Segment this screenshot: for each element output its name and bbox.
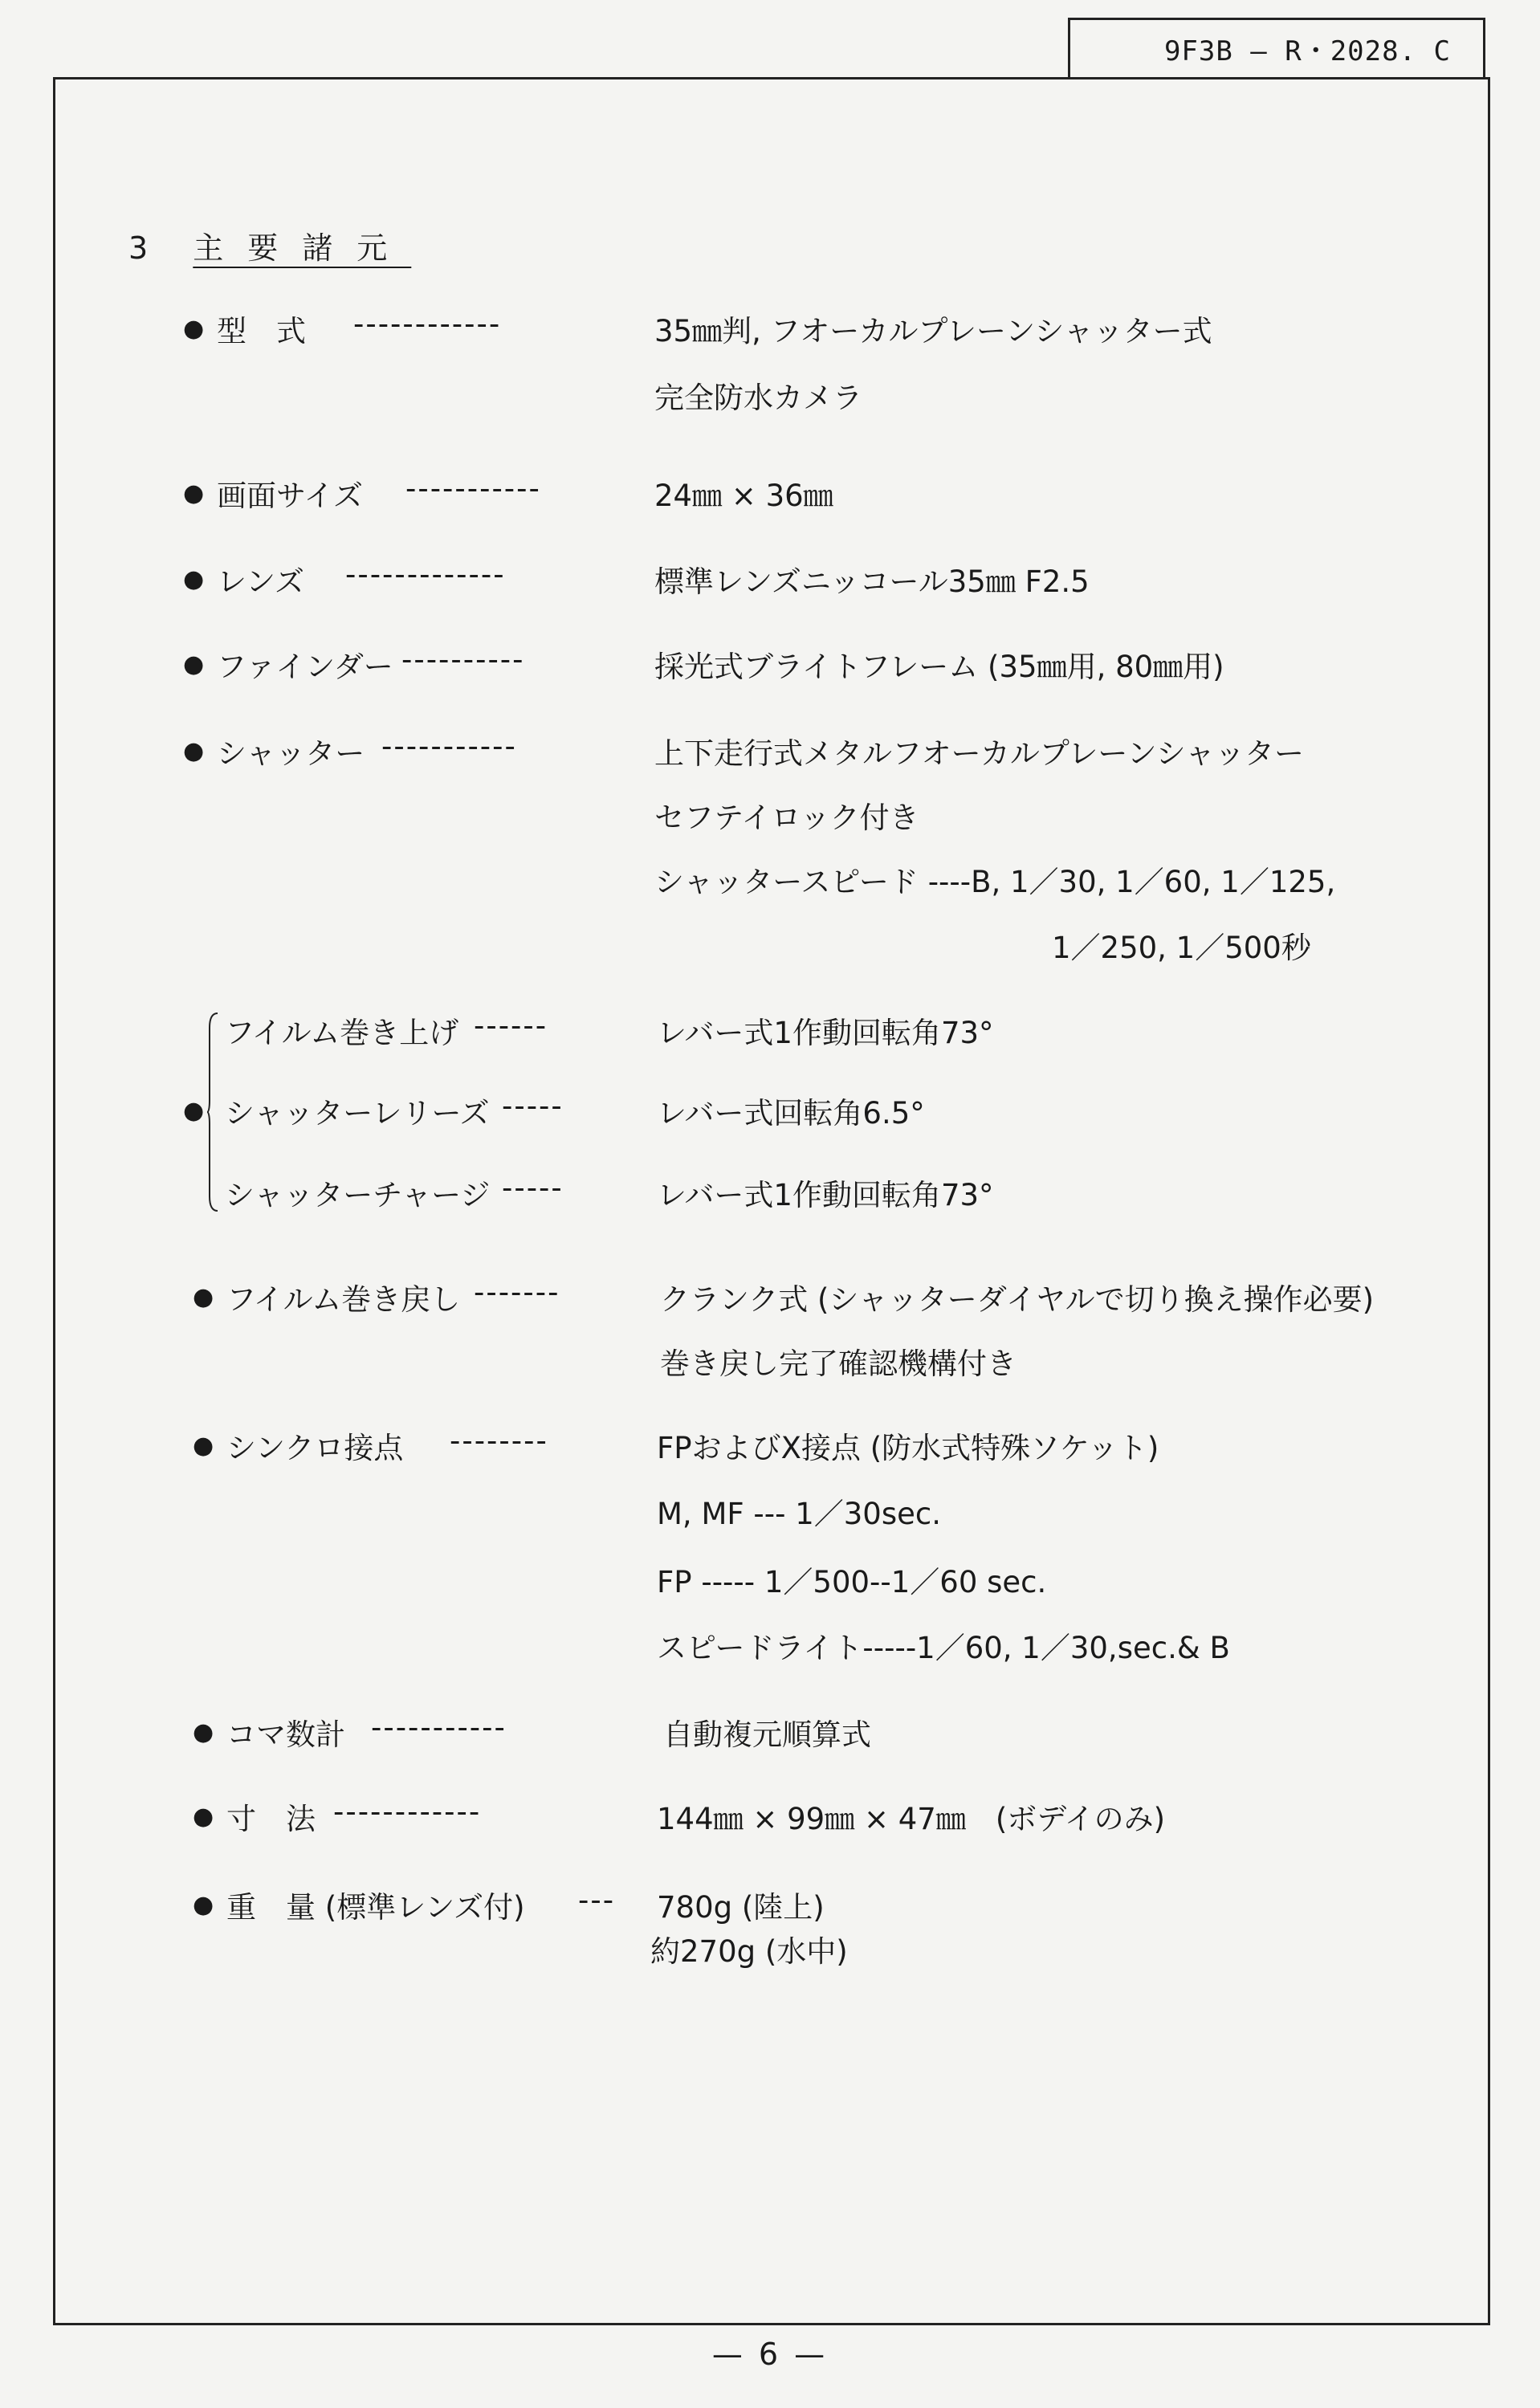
spec-value: 自動複元順算式 xyxy=(663,1717,871,1752)
spec-leader: ---------- xyxy=(401,642,525,677)
spec-leader: -------- xyxy=(450,1424,548,1458)
spec-value: シャッタースピード ----B, 1／30, 1／60, 1／125, xyxy=(654,865,1336,899)
spec-label: フイルム巻き戻し xyxy=(226,1282,461,1317)
section-number: 3 xyxy=(128,230,150,266)
spec-value: 上下走行式メタルフオーカルプレーンシャッター xyxy=(654,736,1305,771)
spec-value: 24㎜ × 36㎜ xyxy=(654,479,833,513)
bullet-icon: ● xyxy=(183,1097,205,1125)
spec-label: コマ数計 xyxy=(226,1717,345,1752)
bullet-icon: ● xyxy=(193,1432,214,1460)
spec-value: スピードライト-----1／60, 1／30,sec.& B xyxy=(657,1631,1230,1665)
section-title xyxy=(128,223,411,267)
spec-value: 780g (陸上) xyxy=(657,1890,825,1925)
bullet-icon: ● xyxy=(183,565,205,593)
bullet-icon: ● xyxy=(183,315,205,343)
spec-value: 1／250, 1／500秒 xyxy=(1052,931,1311,965)
bullet-icon: ● xyxy=(193,1803,214,1831)
spec-label: ファインダー xyxy=(217,650,393,684)
spec-value: 巻き戻し完了確認機構付き xyxy=(660,1347,1016,1381)
spec-label: レンズ xyxy=(217,564,304,599)
spec-value: FPおよびX接点 (防水式特殊ソケット) xyxy=(657,1431,1159,1465)
spec-value: 約270g (水中) xyxy=(650,1934,848,1969)
spec-leader: ------- xyxy=(474,1275,560,1310)
brace-icon xyxy=(207,1012,218,1212)
spec-value: レバー式1作動回転角73° xyxy=(657,1016,994,1050)
section-heading: 主要諸元 xyxy=(193,230,412,266)
spec-value: M, MF --- 1／30sec. xyxy=(657,1497,941,1531)
spec-label: 画面サイズ xyxy=(217,479,364,513)
spec-value: レバー式回転角6.5° xyxy=(657,1096,925,1131)
spec-label: シンクロ接点 xyxy=(226,1431,404,1465)
spec-leader: ------ xyxy=(474,1008,548,1043)
spec-label: シャッター xyxy=(217,736,365,771)
spec-leader: --- xyxy=(578,1883,616,1917)
spec-label: 型 式 xyxy=(217,314,306,348)
spec-leader: ----------- xyxy=(405,471,541,506)
spec-label: 寸 法 xyxy=(226,1802,316,1836)
spec-value: クランク式 (シャッターダイヤルで切り換え操作必要) xyxy=(660,1282,1375,1317)
spec-value: 35㎜判, フオーカルプレーンシャッター式 xyxy=(654,314,1212,348)
spec-label: シャッターレリーズ xyxy=(225,1096,490,1131)
spec-label: 重 量 (標準レンズ付) xyxy=(226,1890,525,1925)
spec-leader: ------------- xyxy=(345,557,506,592)
spec-value: 完全防水カメラ xyxy=(654,381,862,415)
spec-leader: ----- xyxy=(502,1089,564,1123)
spec-value: 144㎜ × 99㎜ × 47㎜ (ボデイのみ) xyxy=(657,1802,1166,1836)
bullet-icon: ● xyxy=(193,1718,214,1746)
spec-value: レバー式1作動回転角73° xyxy=(657,1178,994,1212)
spec-value: FP ----- 1／500--1／60 sec. xyxy=(657,1565,1047,1599)
bullet-icon: ● xyxy=(183,479,205,507)
spec-leader: ----------- xyxy=(381,729,517,764)
bullet-icon: ● xyxy=(193,1891,214,1919)
spec-value: 標準レンズニッコール35㎜ F2.5 xyxy=(654,564,1090,599)
bullet-icon: ● xyxy=(183,737,205,765)
document-code-box xyxy=(1068,18,1485,77)
bullet-icon: ● xyxy=(193,1283,214,1311)
spec-value: セフテイロック付き xyxy=(654,801,919,835)
spec-label: フイルム巻き上げ xyxy=(225,1016,459,1050)
spec-leader: ------------ xyxy=(353,307,502,341)
spec-leader: ----------- xyxy=(371,1710,507,1745)
spec-value: 採光式ブライトフレーム (35㎜用, 80㎜用) xyxy=(654,650,1224,684)
document-code: 9F3B — R・2028. C xyxy=(1163,35,1451,67)
page-number: — 6 — xyxy=(711,2337,829,2372)
spec-leader: ------------ xyxy=(333,1795,482,1829)
bullet-icon: ● xyxy=(183,650,205,678)
spec-leader: ----- xyxy=(502,1171,564,1205)
spec-label: シャッターチャージ xyxy=(225,1178,491,1212)
